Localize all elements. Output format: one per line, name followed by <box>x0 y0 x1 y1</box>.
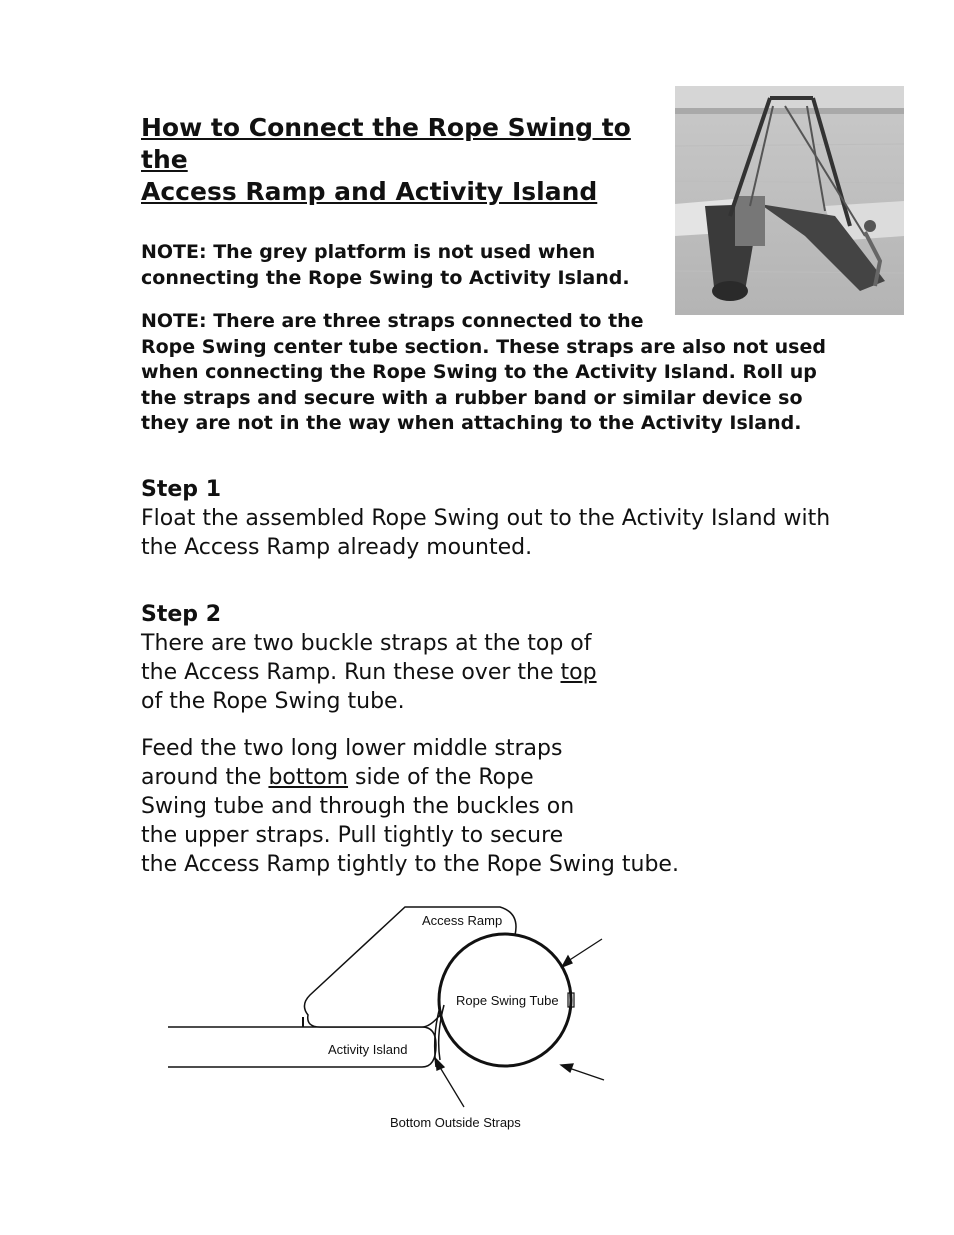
step-2-text: Swing tube and through the buckles on <box>141 794 575 819</box>
emphasis-bottom: bottom <box>268 765 349 790</box>
step-2-heading: Step 2 <box>141 602 221 627</box>
step-2-text-part: around the <box>141 765 269 790</box>
step-2-text: Feed the two long lower middle straps <box>141 736 563 761</box>
step-2-text: the upper straps. Pull tightly to secure <box>141 823 564 848</box>
step-2-section <box>141 600 861 879</box>
note2-line: NOTE: There are three straps connected to the <box>141 310 644 332</box>
step-1-text: the Access Ramp already mounted. <box>141 535 533 560</box>
note2-line: the straps and secure with a rubber band or similar device so <box>141 386 803 409</box>
emphasis-top: top <box>560 660 597 685</box>
step-2-text-part: the Access Ramp. Run these over the <box>141 660 561 685</box>
connection-diagram <box>160 895 630 1135</box>
note-three-straps <box>141 309 831 437</box>
step-1-text: Float the assembled Rope Swing out to the Activity Island with <box>141 506 831 531</box>
step-2-text-part: side of the Rope <box>348 765 534 790</box>
step-2-text <box>141 763 861 792</box>
label-access-ramp: Access Ramp <box>422 913 503 928</box>
label-bottom-straps: Bottom Outside Straps <box>390 1115 521 1130</box>
rope-swing-photo <box>675 86 904 315</box>
label-rope-swing-tube: Rope Swing Tube <box>456 993 559 1008</box>
step-1-heading: Step 1 <box>141 477 221 502</box>
title-line-1: How to Connect the Rope Swing to the <box>141 113 631 174</box>
step-1-section <box>141 475 861 562</box>
note1-line: NOTE: The grey platform is not used when <box>141 241 596 263</box>
note2-line: when connecting the Rope Swing to the Activity Island. Roll up <box>141 361 817 383</box>
note2-line: Rope Swing center tube section. These straps are also not used <box>141 335 826 358</box>
step-2-text <box>141 658 861 687</box>
step-2-text: of the Rope Swing tube. <box>141 689 405 714</box>
label-activity-island: Activity Island <box>328 1042 408 1057</box>
page-title <box>141 112 681 208</box>
note2-line: they are not in the way when attaching to the Activity Island. <box>141 412 802 434</box>
step-2-text: There are two buckle straps at the top of <box>141 631 592 656</box>
title-line-2: Access Ramp and Activity Island <box>141 177 598 206</box>
step-2-text: the Access Ramp tightly to the Rope Swing tube. <box>141 852 679 877</box>
note-grey-platform <box>141 239 661 291</box>
note1-line: connecting the Rope Swing to Activity Island. <box>141 267 630 289</box>
